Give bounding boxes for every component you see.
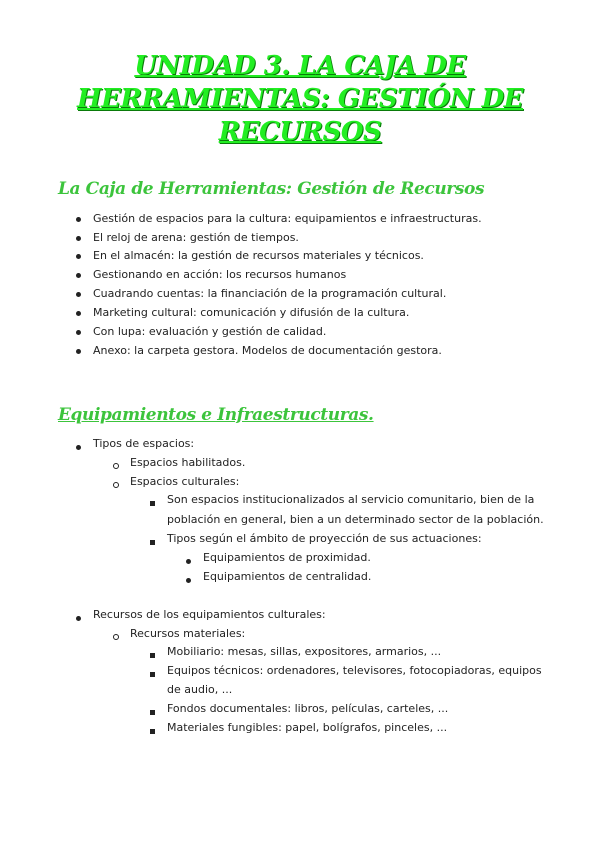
desc-line-1: Son espacios institucionalizados al servicio comunitario, bien de la [167,493,535,506]
desc-line-2: población en general, bien a un determinado sector de la población. [167,513,544,526]
list-item: Con lupa: evaluación y gestión de calidad. [93,325,327,338]
list-item-centralidad: Equipamientos de centralidad. [203,570,372,583]
bullet-square [150,706,155,720]
list-item: Marketing cultural: comunicación y difusión de la cultura. [93,306,410,319]
bullet-dot [76,307,81,321]
equipos-line-2: de audio, ... [167,683,233,696]
bullet-square [150,649,155,663]
title-line-3: RECURSOS [218,117,382,147]
bullet-dot [76,213,81,227]
bullet-dot [186,574,191,588]
bullet-circle [113,479,119,493]
title-line-1: UNIDAD 3. LA CAJA DE [134,51,466,81]
list-item-proximidad: Equipamientos de proximidad. [203,551,371,564]
document-title [60,50,540,149]
bullet-dot [76,345,81,359]
list-item: Gestionando en acción: los recursos humanos [93,268,347,281]
bullet-dot [76,250,81,264]
list-item: Cuadrando cuentas: la financiación de la programación cultural. [93,287,447,300]
list-item-culturales: Espacios culturales: [130,475,240,488]
list-item-fungibles: Materiales fungibles: papel, bolígrafos, pinceles, ... [167,721,448,734]
bullet-square [150,725,155,739]
list-item-habilitados: Espacios habilitados. [130,456,246,469]
bullet-dot [76,288,81,302]
bullet-dot [76,326,81,340]
bullet-dot [76,232,81,246]
bullet-square [150,668,155,682]
bullet-dot [76,612,81,626]
list-item-materiales: Recursos materiales: [130,627,246,640]
bullet-dot [76,269,81,283]
bullet-square [150,536,155,550]
bullet-circle [113,631,119,645]
list-item-tipos-ambito: Tipos según el ámbito de proyección de sus actuaciones: [167,532,482,545]
section-heading-equipamientos: Equipamientos e Infraestructuras. [58,405,374,425]
list-item: Gestión de espacios para la cultura: equipamientos e infraestructuras. [93,212,482,225]
list-item: Anexo: la carpeta gestora. Modelos de documentación gestora. [93,344,442,357]
list-item-tipos: Tipos de espacios: [93,437,195,450]
equipos-line-1: Equipos técnicos: ordenadores, televisores, fotocopiadoras, equipos [167,664,542,677]
section-heading-caja: La Caja de Herramientas: Gestión de Recursos [58,179,485,199]
bullet-circle [113,460,119,474]
list-item: En el almacén: la gestión de recursos materiales y técnicos. [93,249,424,262]
bullet-square [150,497,155,511]
list-item-fondos: Fondos documentales: libros, películas, carteles, ... [167,702,449,715]
title-line-2: HERRAMIENTAS: GESTIÓN DE [77,84,523,114]
list-item-mobiliario: Mobiliario: mesas, sillas, expositores, armarios, ... [167,645,442,658]
bullet-dot [76,441,81,455]
list-item-recursos: Recursos de los equipamientos culturales: [93,608,326,621]
bullet-dot [186,555,191,569]
list-item: El reloj de arena: gestión de tiempos. [93,231,299,244]
